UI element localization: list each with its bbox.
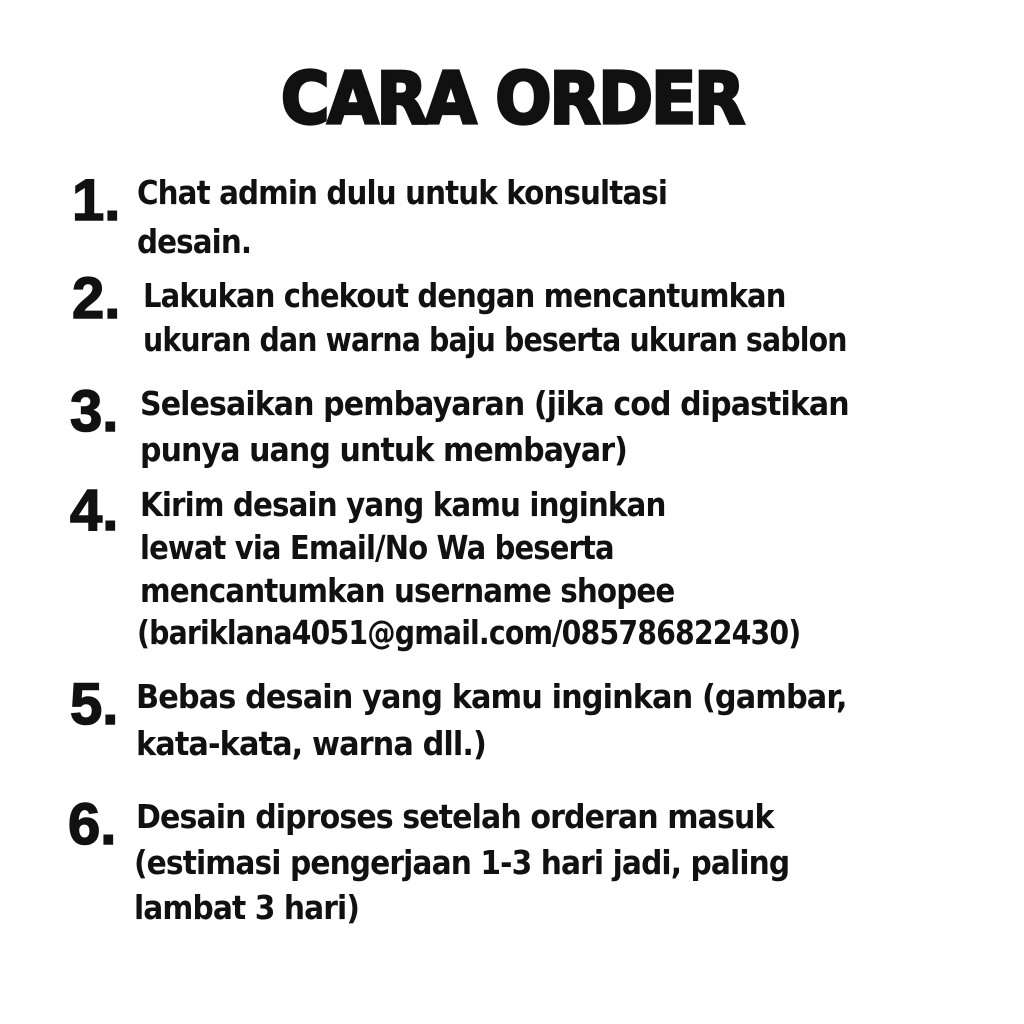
step-text-line: Kirim desain yang kamu inginkan (140, 485, 666, 524)
step-text-line: Chat admin dulu untuk konsultasi (137, 173, 668, 212)
step-text-line: desain. (137, 222, 252, 261)
step-number: 2. (72, 266, 121, 331)
step-number: 1. (72, 168, 121, 233)
step-text-line: mencantumkan username shopee (140, 571, 675, 610)
step-text-line: lambat 3 hari) (134, 888, 359, 927)
step-text-line: Selesaikan pembayaran (jika cod dipastikan (140, 384, 849, 423)
page-title: CARA ORDER (280, 56, 743, 141)
step-number: 6. (68, 792, 117, 857)
step-text-line: Desain diproses setelah orderan masuk (136, 797, 774, 836)
step-text-line: punya uang untuk membayar) (140, 430, 627, 469)
step-text-line: (estimasi pengerjaan 1-3 hari jadi, paling (134, 843, 790, 882)
step-number: 3. (70, 379, 119, 444)
step-text-line: (bariklana4051@gmail.com/085786822430) (137, 613, 801, 652)
step-text-line: ukuran dan warna baju beserta ukuran sablon (143, 320, 847, 359)
step-text-line: kata-kata, warna dll.) (136, 724, 486, 763)
step-text-line: Bebas desain yang kamu inginkan (gambar, (136, 677, 847, 716)
step-number: 5. (70, 672, 119, 737)
step-number: 4. (70, 478, 119, 543)
step-text-line: Lakukan chekout dengan mencantumkan (143, 276, 786, 315)
step-text-line: lewat via Email/No Wa beserta (140, 528, 614, 567)
